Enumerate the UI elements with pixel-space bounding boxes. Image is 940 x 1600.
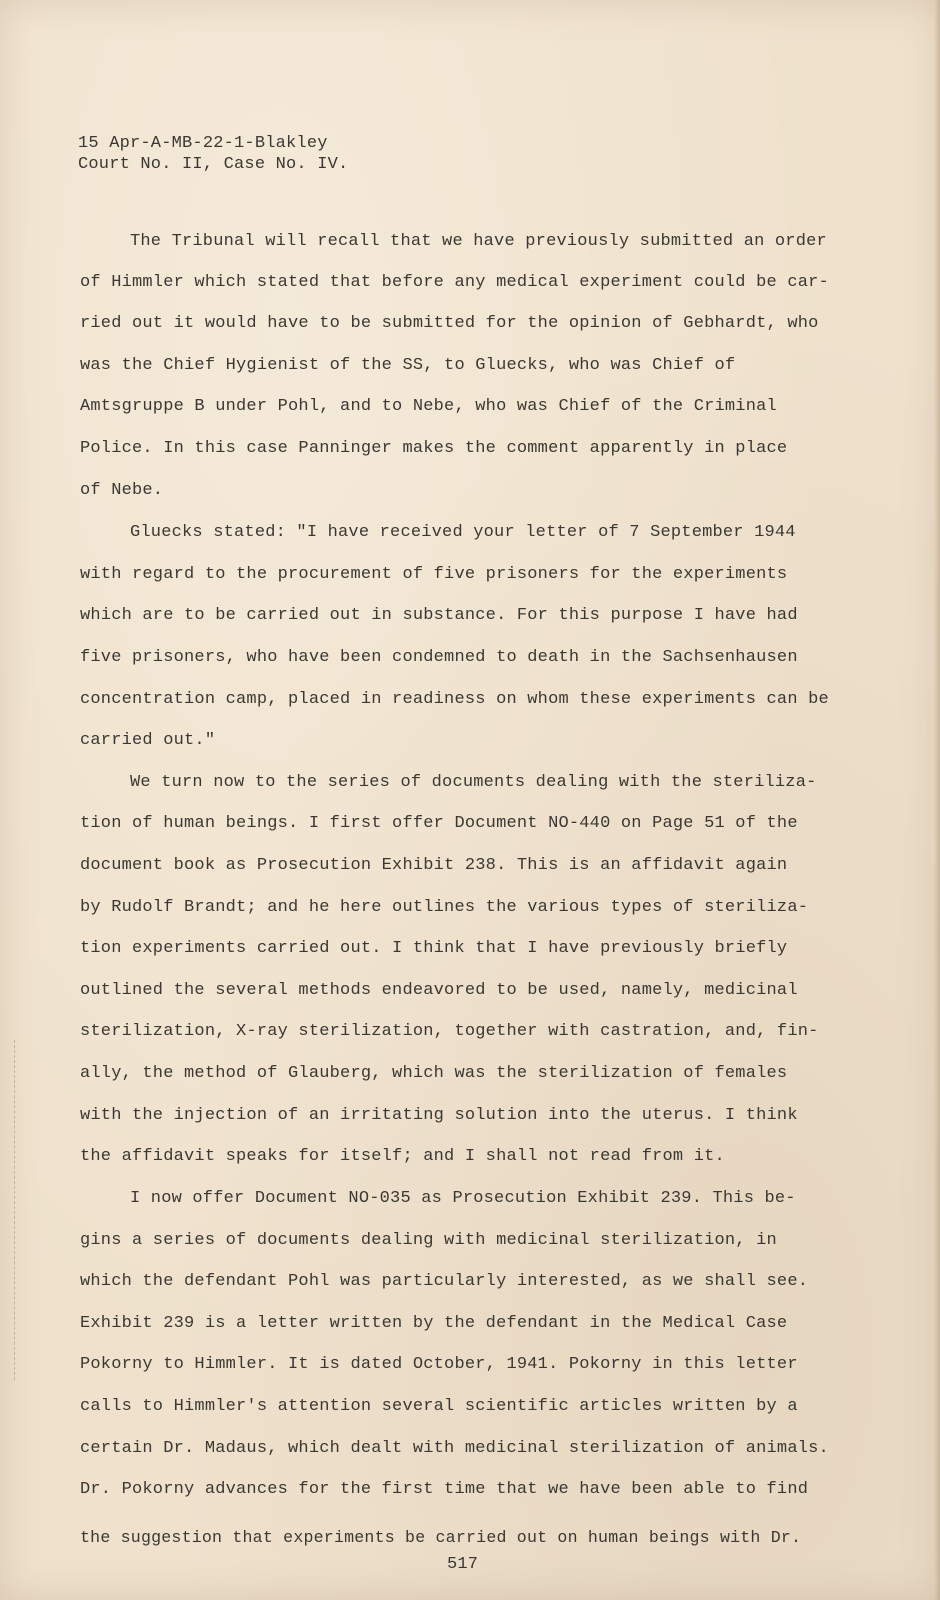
header-reference-line: 15 Apr-A-MB-22-1-Blakley [78,134,328,153]
text-line: Police. In this case Panninger makes the comment apparently in place [80,439,788,458]
text-line: concentration camp, placed in readiness on whom these experiments can be [80,690,829,709]
text-line: with regard to the procurement of five prisoners for the experiments [80,565,788,584]
text-line: We turn now to the series of documents dealing with the steriliza- [130,773,817,792]
text-line: calls to Himmler's attention several scientific articles written by a [80,1397,798,1416]
text-line: which are to be carried out in substance. For this purpose I have had [80,606,798,625]
text-line: Gluecks stated: "I have received your letter of 7 September 1944 [130,523,796,542]
text-line: Exhibit 239 is a letter written by the defendant in the Medical Case [80,1314,788,1333]
header-court-line: Court No. II, Case No. IV. [78,155,349,174]
text-line: five prisoners, who have been condemned to death in the Sachsenhausen [80,648,798,667]
text-line: which the defendant Pohl was particularly interested, as we shall see. [80,1272,809,1291]
page-number-text: 517 [447,1555,479,1574]
text-line: document book as Prosecution Exhibit 238. This is an affidavit again [80,856,788,875]
text-line: gins a series of documents dealing with medicinal sterilization, in [80,1231,777,1250]
text-line: Dr. Pokorny advances for the first time that we have been able to find [80,1480,809,1499]
text-line: carried out." [80,731,216,750]
text-line: the affidavit speaks for itself; and I shall not read from it. [80,1147,725,1166]
text-line: Pokorny to Himmler. It is dated October, 1941. Pokorny in this letter [80,1355,798,1374]
text-line: ally, the method of Glauberg, which was the sterilization of females [80,1064,788,1083]
text-line: sterilization, X-ray sterilization, together with castration, and, fin- [80,1022,819,1041]
text-line: Amtsgruppe B under Pohl, and to Nebe, who was Chief of the Criminal [80,397,777,416]
text-line: I now offer Document NO-035 as Prosecution Exhibit 239. This be- [130,1189,796,1208]
text-line: outlined the several methods endeavored to be used, namely, medicinal [80,981,798,1000]
text-line: ried out it would have to be submitted for the opinion of Gebhardt, who [80,314,819,333]
text-line: was the Chief Hygienist of the SS, to Gluecks, who was Chief of [80,356,736,375]
text-line: The Tribunal will recall that we have previously submitted an order [130,232,827,251]
text-line: by Rudolf Brandt; and he here outlines the various types of steriliza- [80,898,809,917]
text-line: with the injection of an irritating solution into the uterus. I think [80,1106,798,1125]
text-line: certain Dr. Madaus, which dealt with medicinal sterilization of animals. [80,1439,829,1458]
text-line: tion experiments carried out. I think that I have previously briefly [80,939,788,958]
text-line: tion of human beings. I first offer Document NO-440 on Page 51 of the [80,814,798,833]
text-line: the suggestion that experiments be carried out on human beings with Dr. [80,1528,802,1547]
text-line: of Nebe. [80,481,164,500]
text-line: of Himmler which stated that before any medical experiment could be car- [80,273,829,292]
